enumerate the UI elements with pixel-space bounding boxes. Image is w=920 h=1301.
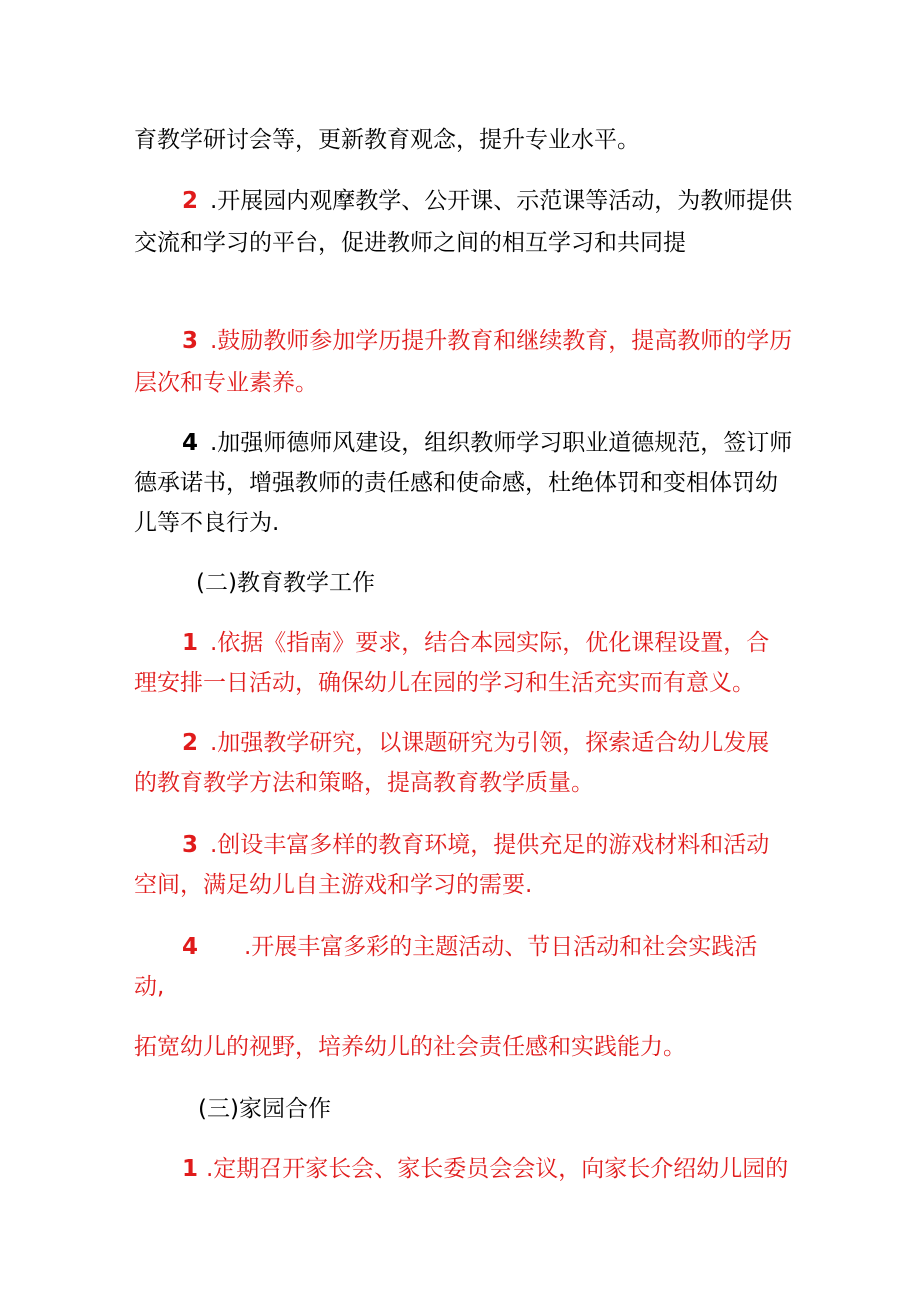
list-item-3 <box>182 830 769 860</box>
paragraph-line: 拓宽幼儿的视野，培养幼儿的社会责任感和实践能力。 <box>134 1034 686 1060</box>
item-text: .创设丰富多样的教育环境，提供充足的游戏材料和活动 <box>210 832 770 858</box>
paragraph-line: 层次和专业素养。 <box>134 370 318 396</box>
list-item-1 <box>182 628 769 658</box>
paragraph-line: 理安排一日活动，确保幼儿在园的学习和生活充实而有意义。 <box>134 670 755 696</box>
item-number: 3 <box>182 832 199 858</box>
list-item-2 <box>182 186 792 216</box>
item-number: 4 <box>182 430 199 456</box>
list-item-4 <box>182 932 757 962</box>
list-item-3 <box>182 326 792 356</box>
item-text: .加强师德师风建设，组织教师学习职业道德规范，签订师 <box>210 430 793 456</box>
paragraph-line: 儿等不良行为. <box>134 510 280 536</box>
item-text: .加强教学研究，以课题研究为引领，探索适合幼儿发展 <box>210 730 770 756</box>
section-heading: (二)教育教学工作 <box>196 570 375 596</box>
item-number: 4 <box>182 934 199 960</box>
item-number: 1 <box>182 1156 199 1182</box>
paragraph-line: 动, <box>134 974 165 1000</box>
item-number: 2 <box>182 188 199 214</box>
paragraph-line: 育教学研讨会等，更新教育观念，提升专业水平。 <box>134 127 640 153</box>
paragraph-line: 交流和学习的平台，促进教师之间的相互学习和共同提 <box>134 230 686 256</box>
paragraph-line: 空间，满足幼儿自主游戏和学习的需要. <box>134 872 533 898</box>
item-number: 1 <box>182 630 199 656</box>
item-text: .鼓励教师参加学历提升教育和继续教育，提高教师的学历 <box>210 328 793 354</box>
item-text: .依据《指南》要求，结合本园实际，优化课程设置，合 <box>210 630 770 656</box>
paragraph-line: 德承诺书，增强教师的责任感和使命感，杜绝体罚和变相体罚幼 <box>134 470 778 496</box>
item-text: .开展丰富多彩的主题活动、节日活动和社会实践活 <box>244 934 758 960</box>
item-text: .定期召开家长会、家长委员会会议，向家长介绍幼儿园的 <box>206 1156 789 1182</box>
list-item-4 <box>182 428 792 458</box>
paragraph-line: 的教育教学方法和策略，提高教育教学质量。 <box>134 770 594 796</box>
list-item-2 <box>182 728 769 758</box>
item-number: 3 <box>182 328 199 354</box>
section-heading: (三)家园合作 <box>198 1096 331 1122</box>
item-text: .开展园内观摩教学、公开课、示范课等活动，为教师提供 <box>210 188 793 214</box>
item-number: 2 <box>182 730 199 756</box>
list-item-1 <box>182 1154 788 1184</box>
